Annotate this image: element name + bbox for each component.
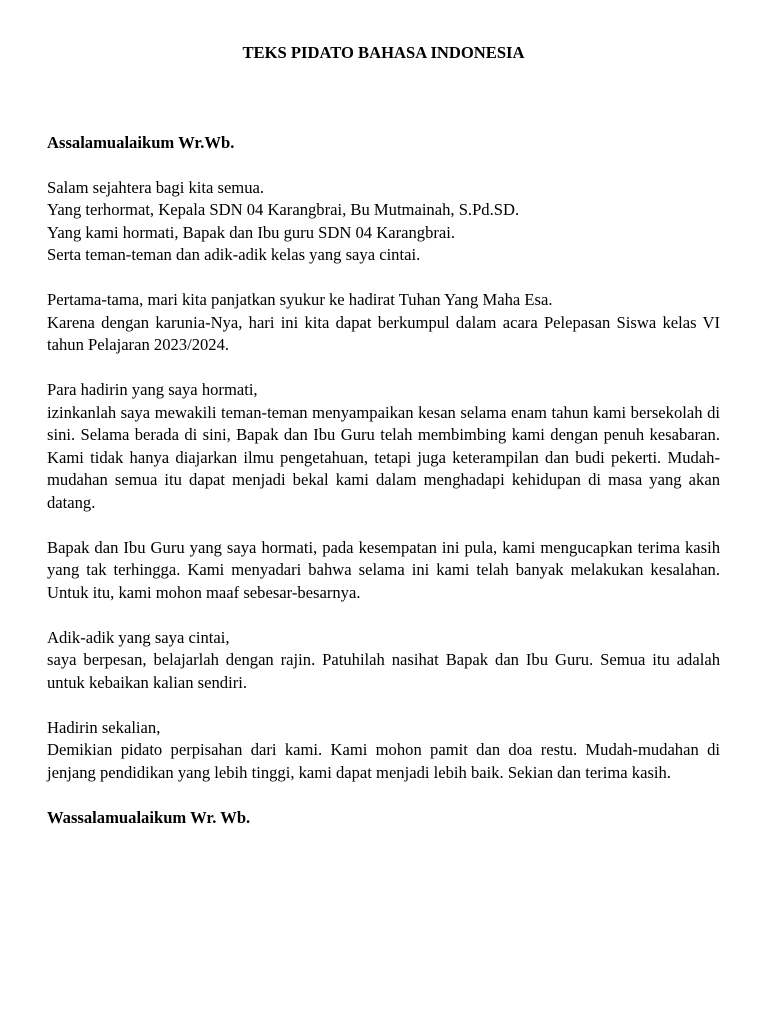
impression-paragraph (47, 379, 720, 514)
impression-body: izinkanlah saya mewakili teman-teman menyampaikan kesan selama enam tahun kami bersekolah di sini. Selama berada di sini, Bapak dan Ibu Guru telah membimbing kami dengan penuh kesabaran. Kami tidak hanya diajarkan ilmu pengetahuan, tetapi juga keterampilan dan budi pekerti. Mudah-mudahan semua itu dapat menjadi bekal kami dalam menghadapi kehidupan di masa yang akan datang. (47, 402, 720, 512)
message-body: saya berpesan, belajarlah dengan rajin. Patuhilah nasihat Bapak dan Ibu Guru. Semua itu adalah untuk kebaikan kalian sendiri. (47, 650, 720, 692)
greetings-paragraph (47, 177, 720, 267)
greeting-line: Salam sejahtera bagi kita semua. (47, 177, 265, 197)
opening-greeting: Assalamualaikum Wr.Wb. (47, 132, 235, 152)
apology-paragraph (47, 537, 720, 605)
greeting-line: Yang terhormat, Kepala SDN 04 Karangbrai, Bu Mutmainah, S.Pd.SD. (47, 200, 520, 219)
closing-paragraph (47, 717, 720, 785)
gratitude-body: Karena dengan karunia-Nya, hari ini kita dapat berkumpul dalam acara Pelepasan Siswa kelas VI tahun Pelajaran 2023/2024. (47, 312, 720, 354)
greeting-line: Yang kami hormati, Bapak dan Ibu guru SDN 04 Karangbrai. (47, 222, 456, 242)
closing-salutation: Hadirin sekalian, (47, 717, 161, 737)
impression-salutation: Para hadirin yang saya hormati, (47, 380, 258, 399)
apology-body: Bapak dan Ibu Guru yang saya hormati, pada kesempatan ini pula, kami mengucapkan terima kasih yang tak terhingga. Kami menyadari bahwa selama ini kami telah banyak melakukan kesalahan. Untuk itu, kami mohon maaf sebesar-besarnya. (47, 537, 720, 602)
greeting-line: Serta teman-teman dan adik-adik kelas yang saya cintai. (47, 245, 421, 264)
speech-text (47, 42, 720, 829)
message-salutation: Adik-adik yang saya cintai, (47, 627, 230, 647)
closing-body: Demikian pidato perpisahan dari kami. Kami mohon pamit dan doa restu. Mudah-mudahan di jenjang pendidikan yang lebih tinggi, kami dapat menjadi lebih baik. Sekian dan terima kasih. (47, 740, 720, 782)
gratitude-paragraph (47, 289, 720, 357)
document-title: TEKS PIDATO BAHASA INDONESIA (242, 43, 525, 62)
message-paragraph (47, 627, 720, 695)
gratitude-line: Pertama-tama, mari kita panjatkan syukur ke hadirat Tuhan Yang Maha Esa. (47, 290, 553, 309)
closing-greeting: Wassalamualaikum Wr. Wb. (47, 807, 251, 827)
